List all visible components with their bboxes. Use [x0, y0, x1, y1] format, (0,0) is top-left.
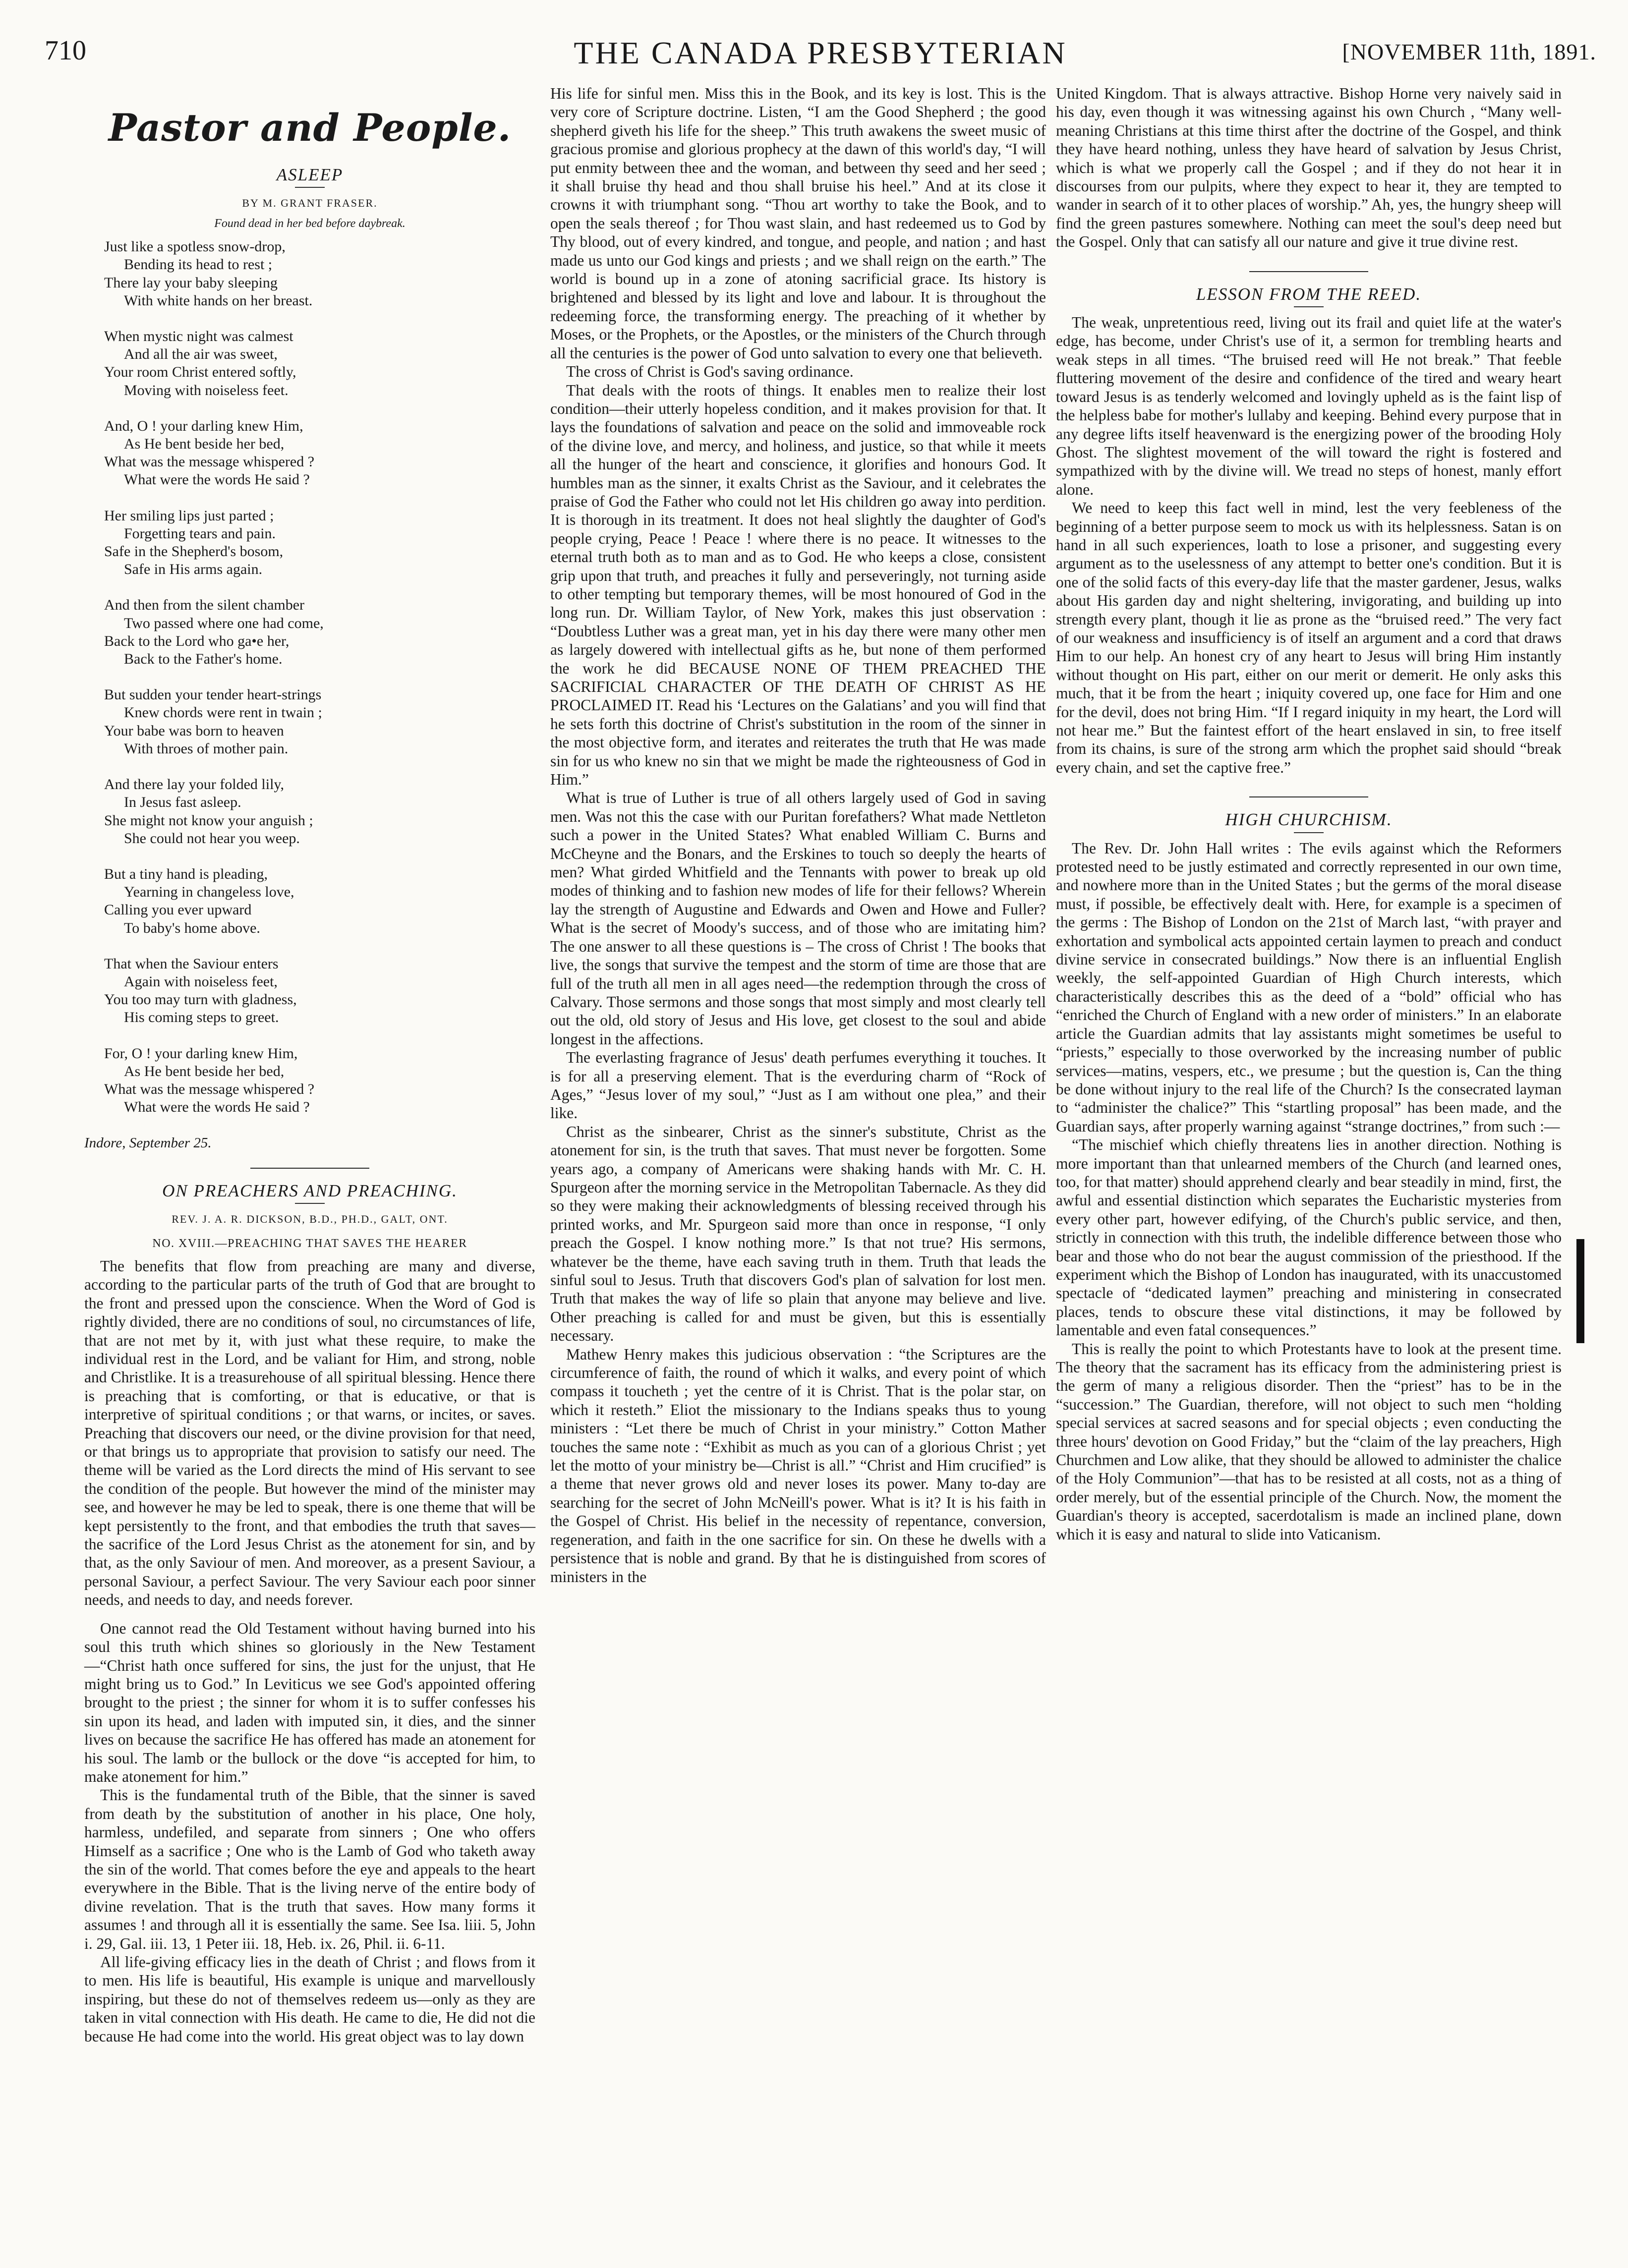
poem-stanza	[104, 686, 535, 758]
article-title: ON PREACHERS AND PREACHING.	[162, 1181, 458, 1200]
paragraph: The weak, unpretentious reed, living out its frail and quiet life at the water's edge, has become, under Christ's use of it, a sermon for trembling hearts and weak steps in all times. “The bruised reed will He not break.” That feeble fluttering movement of the desire and confidence of the tired and weary heart toward Jesus is as tenderly welcomed and lovingly upheld as is the faint lisp of the helpless babe for mother's lullaby and keeping. Behind every purpose that in any degree lifts itself heavenward is the energizing power of the brooding Holy Ghost. The slightest movement of the will toward the right is fostered and sympathized with by the divine will. We tread no steps of honest, manly effort alone.	[1056, 314, 1562, 498]
poem-line: She might not know your anguish ;	[104, 812, 313, 829]
poem-line: Just like a spotless snow-drop,	[104, 238, 286, 255]
poem-line: But a tiny hand is pleading,	[104, 865, 268, 882]
page-number: 710	[45, 35, 86, 66]
poem-line: What were the words He said ?	[124, 471, 310, 488]
poem-line: Her smiling lips just parted ;	[104, 507, 274, 524]
article-reed	[1056, 285, 1562, 777]
poem-line: But sudden your tender heart-strings	[104, 686, 322, 703]
paragraph: The cross of Christ is God's saving ordinance.	[566, 363, 854, 381]
poem	[84, 166, 535, 1153]
poem-line: To baby's home above.	[124, 919, 260, 936]
section-rule	[1249, 796, 1368, 797]
title-rule	[295, 187, 325, 188]
poem-dateline: Indore, September 25.	[84, 1135, 212, 1151]
poem-line: Moving with noiseless feet.	[124, 382, 289, 398]
running-head	[45, 35, 1596, 74]
poem-line: Calling you ever upward	[104, 902, 252, 918]
poem-line: Safe in His arms again.	[124, 561, 263, 578]
poem-line: You too may turn with gladness,	[104, 991, 297, 1008]
article-byline: REV. J. A. R. DICKSON, B.D., PH.D., GALT, ONT.	[172, 1213, 448, 1226]
poem-line: Again with noiseless feet,	[124, 973, 278, 990]
poem-line: And, O ! your darling knew Him,	[104, 417, 303, 434]
poem-stanza	[104, 776, 535, 848]
paragraph: The Rev. Dr. John Hall writes : The evils against which the Reformers protested need to be justly estimated and correctly represented in our own time, and nowhere more than in the United States ; but the germs of the moral disease must, if possible, be effectively dealt with. Here, for example is a specimen of the germs : The Bishop of London on the 21st of March last, “with prayer and exhortation and symbolical acts appointed certain laymen to preach and conduct divine service in consecrated buildings.” Now there is an influential English weekly, the self-appointed Guardian of High Church interests, which characteristically describes this as the deed of a “bold” official who has “enriched the Church of England with a new order of ministers.” In an elaborate article the Guardian admits that lay assistants might sometimes be useful to “priests,” especially to those overworked by the increasing number of public services—matins, vespers, etc., we presume ; but the question is, Can the thing be done without injury to the real life of the Church? Is the consecrated layman to “administer the chalice?” This “startling proposal” has been made, and the Guardian says, after properly warning against “strange doctrines,” from such :—	[1056, 839, 1562, 1135]
poem-byline: BY M. GRANT FRASER.	[242, 197, 378, 210]
column-1	[84, 84, 535, 2045]
poem-line: When mystic night was calmest	[104, 328, 293, 345]
poem-line: There lay your baby sleeping	[104, 274, 278, 291]
poem-line: In Jesus fast asleep.	[124, 794, 241, 811]
paragraph: That deals with the roots of things. It enables men to realize their lost condition—their utterly hopeless condition, and it makes provision for that. It lays the foundations of salvation and peace on the solid and immoveable rock of the divine love, and mercy, and holiness, and justice, so that while it meets all the hunger of the heart and conscience, it glorifies and honours God. It humbles man as the sinner, it exalts Christ as the Saviour, and it celebrates the praise of God the Father who could not let His children go away into perdition. It is thorough in its treatment. It does not heal slightly the daughter of God's people crying, Peace ! Peace ! where there is no peace. It witnesses to the eternal truth both as to man and as to God. He who keeps a close, consistent grip upon that truth, and preaches it fully and perseveringly, not turning aside to other tempting but temporary themes, will be most honoured of God in the long run. Dr. William Taylor, of New York, makes this just observation : “Doubtless Luther was a great man, yet in his day there were many other men as largely dowered with intellectual gifts as he, but none of them performed the work he did BECAUSE NONE OF THEM PREACHED THE SACRIFICIAL CHARACTER OF THE DEATH OF CHRIST AS HE PROCLAIMED IT. Read his ‘Lectures on the Galatians’ and you will find that he sets forth this doctrine of Christ's substitution in the room of the sinner in the most objective form, and iterates and reiterates the truth that He was made sin for us who knew no sin that we might be made the righteousness of God in Him.”	[550, 381, 1046, 789]
poem-line: Your babe was born to heaven	[104, 722, 284, 739]
issue-date: [NOVEMBER 11th, 1891.	[1342, 39, 1596, 64]
poem-line: She could not hear you weep.	[124, 830, 300, 847]
poem-stanza	[104, 955, 535, 1027]
journal-title: THE CANADA PRESBYTERIAN	[574, 35, 1067, 70]
paragraph: What is true of Luther is true of all others largely used of God in saving men. Was not this the case with our Puritan forefathers? What made Nettleton such a power in the United States? What enabled William C. Burns and McCheyne and the Bonars, and the Erskines to touch so deeply the hearts of men? What girded Whitfield and the Tennants with power to break up old modes of thinking and to fashion new modes of life for their fellows? Wherein lay the strength of Augustine and Edwards and Owen and Howe and Fuller? What is the secret of Moody's success, and of those who are imitating him? The one answer to all these questions is – The cross of Christ ! The books that live, the songs that survive the tempest and the storm of time are those that are full of the truth all men in all ages need—the redemption through the cross of Calvary. Those sermons and those songs that most simply and most clearly tell out the old, old story of Jesus and His love, get closest to the soul and abide longest in the affections.	[550, 789, 1046, 1048]
paragraph: One cannot read the Old Testament without having burned into his soul this truth which shines so gloriously in the New Testament—“Christ hath once suffered for sins, the just for the unjust, that He might bring us to God.” In Leviticus we see God's appointed offering brought to the priest ; the sinner for whom it is to suffer confesses his sin upon its head, and laden with imputed sin, it dies, and the sinner lives on because the sacrifice He has offered has made an atonement for his soul. The lamb or the bullock or the dove “is accepted for him, to make atonement for him.”	[84, 1619, 535, 1785]
poem-line: Forgetting tears and pain.	[124, 525, 276, 542]
poem-line: For, O ! your darling knew Him,	[104, 1045, 298, 1062]
poem-line: Safe in the Shepherd's bosom,	[104, 543, 284, 560]
paragraph: This is really the point to which Protestants have to look at the present time. The theory that the sacrament has its efficacy from the administering priest is the germ of many a religious disorder. Then the “priest” has to be in the “succession.” The Guardian, therefore, will not object to such men “holding special services at sacred seasons and for special objects ; even conducting the three hours' devotion on Good Friday,” but the “claim of the lay preachers, High Churchmen and Low alike, that they should be allowed to administer the chalice of the Holy Communion”—that has to be resisted at all costs, not as a thing of order merely, but of the essential principle of the Church. Now, the moment the Guardian's theory is accepted, sacerdotalism is made an inclined plane, down which it is easy and natural to slide into Vaticanism.	[1056, 1340, 1562, 1543]
poem-line: Back to the Lord who ga•e her,	[104, 632, 290, 649]
poem-title: ASLEEP	[276, 165, 344, 184]
column-3	[1056, 84, 1562, 1543]
paragraph: United Kingdom. That is always attractive. Bishop Horne very naively said in his day, even though it was witnessing against his own Church , “Many well-meaning Christians at this time thirst after the doctrine of the Gospel, and think they have heard nothing, unless they have heard of salvation by Jesus Christ, which is what we properly call the Gospel ; and if they do not hear it in discourses from our pulpits, where they expect to hear it, they are tempted to wander in search of it to other places of worship.” Ah, yes, the hungry sheep will find the green pastures somewhere. Nothing can meet the soul's deep need but the Gospel. Only that can satisfy all our nature and give it true divine rest.	[1056, 85, 1562, 251]
poem-stanza	[104, 865, 535, 937]
section-rule	[250, 1168, 369, 1169]
poem-line: His coming steps to greet.	[124, 1009, 279, 1026]
paragraph: Mathew Henry makes this judicious observation : “the Scriptures are the circumference of faith, the round of which it walks, and every point of which compass it toucheth ; yet the centre of it is Christ. That is the polar star, on which it resteth.” Eliot the missionary to the Indians speaks thus to young ministers : “Let there be much of Christ in your ministry.” Cotton Mather touches the same note : “Exhibit as much as you can of a glorious Christ ; yet let the motto of your ministry be—Christ is all.” “Christ and Him crucified” is a theme that never grows old and never loses its power. Many to-day are searching for the secret of John McNeill's power. What is it? It is his faith in the Gospel of Christ. His belief in the necessity of repentance, conversion, regeneration, and faith in the one sacrifice for sin. On these he dwells with a persistence that is noble and grand. By that he is distinguished from scores of ministers in the	[550, 1345, 1046, 1586]
article-preaching	[84, 1182, 535, 2045]
article-title: HIGH CHURCHISM.	[1225, 810, 1393, 830]
poem-line: Knew chords were rent in twain ;	[124, 704, 322, 721]
poem-line: What was the message whispered ?	[104, 1080, 315, 1097]
article-series: NO. XVIII.—PREACHING THAT SAVES THE HEARER	[152, 1237, 467, 1250]
poem-line: With white hands on her breast.	[124, 292, 313, 309]
poem-line: As He bent beside her bed,	[124, 1063, 285, 1079]
paragraph: The everlasting fragrance of Jesus' death perfumes everything it touches. It is for all a preserving element. That is the everduring charm of “Rock of Ages,” “Jesus lover of my soul,” “Just as I am without one plea,” and their like.	[550, 1049, 1046, 1122]
poem-line: And then from the silent chamber	[104, 597, 305, 614]
section-rule	[1249, 271, 1368, 272]
article-churchism	[1056, 810, 1562, 1543]
poem-line: And all the air was sweet,	[124, 346, 278, 363]
poem-line: Back to the Father's home.	[124, 651, 283, 668]
poem-stanza	[104, 238, 535, 310]
poem-line: What were the words He said ?	[124, 1099, 310, 1116]
paragraph: All life-giving efficacy lies in the death of Christ ; and flows from it to men. His life is beautiful, His example is unique and marvellously inspiring, but these do not of themselves redeem us—only as they are taken in vital connection with His death. He came to die, He did not die because He had come into the world. His great object was to lay down	[84, 1953, 535, 2045]
poem-line: That when the Saviour enters	[104, 955, 279, 972]
poem-line: And there lay your folded lily,	[104, 776, 284, 793]
poem-stanza	[104, 417, 535, 489]
poem-line: Two passed where one had come,	[124, 615, 324, 631]
paragraph: This is the fundamental truth of the Bible, that the sinner is saved from death by the substitution of another in his place, One holy, harmless, undefiled, and separate from sinners ; One who offers Himself as a sacrifice ; One who is the Lamb of God who taketh away the sin of the world. That comes before the eye and appeals to the heart everywhere in the Bible. That is the living nerve of the entire body of divine revelation. That is the truth that saves. How many forms it assumes ! and through all it is essentially the same. See Isa. liii. 5, John i. 29, Gal. iii. 13, 1 Peter iii. 18, Heb. ix. 26, Phil. ii. 6-11.	[84, 1786, 535, 1952]
poem-line: What was the message whispered ?	[104, 454, 315, 470]
paragraph: We need to keep this fact well in mind, lest the very feebleness of the beginning of a better purpose seem to mock us with its helplessness. Satan is on hand in all such experiences, loath to lose a prisoner, and suggesting every argument as to the uselessness of any attempt to better one's condition. But it is one of the solid facts of this every-day life that the master gardener, Jesus, walks about His garden day and night sheltering, invigorating, and building up into strength every plant, though it lie as prone as the “bruised reed.” The very fact of our weakness and insufficiency is of itself an argument and a cord that draws Him to our help. An honest cry of any heart to Jesus will bring Him instantly without thought on His part, either on our merit or demerit. He only asks this much, that it be from the heart ; iniquity covered up, one face for Him and one for the devil, does not bring Him. “If I regard iniquity in my heart, the Lord will not hear me.” But the faintest effort of the heart enslaved in sin, to free itself from its chains, is sure of the strong arm which the prophet said should “break every chain, and set the captive free.”	[1056, 499, 1562, 776]
poem-stanza	[104, 507, 535, 579]
poem-stanza	[104, 328, 535, 399]
paragraph: The benefits that flow from preaching are many and diverse, according to the particular parts of the truth of God that are brought to the front and pressed upon the conscience. When the Word of God is rightly divided, there are no conditions of soul, no circumstances of life, that are not met by it, with just what these require, to make the individual rest in the Lord, and be valiant for Him, and strong, noble and Christlike. It is a treasurehouse of all spiritual blessing. Hence there is preaching that is comforting, or that is educative, or that is interpretive of spiritual conditions ; or that warns, or incites, or saves. Preaching that discovers our need, or the divine provision for that need, or that brings us to appropriate that provision to satisfy our need. The theme will be varied as the Lord directs the mind of His servant to see the condition of the people. But however the mind of the minister may see, and however he may be led to speak, there is one theme that will be kept persistently to the front, and that embodies the truth that saves—the sacrifice of the Lord Jesus Christ as the atonement for sin, and by that, as the only Saviour of men. And moreover, as a present Saviour, a personal Saviour, a perfect Saviour. The very Saviour each poor sinner needs, and needs to day, and needs forever.	[84, 1257, 535, 1609]
column-2	[550, 84, 1046, 1586]
poem-stanza	[104, 1045, 535, 1117]
paragraph: “The mischief which chiefly threatens lies in another direction. Nothing is more important than that unlearned members of the Church (and learned ones, too, for that matter) should apprehend clearly and bear steadily in mind, first, the awful and essential distinction which separates the Eucharistic mysteries from every other part, however edifying, of the Church's public service, and then, strictly in connection with this truth, the indelible difference between those who bear and those who do not bear the august commission of the priesthood. If the experiment which the Bishop of London has inaugurated, with its unaccustomed spectacle of “dedicated laymen” preaching and ministering in consecrated places, tends to obscure these vital distinctions, it may be followed by lamentable and even fatal consequences.”	[1056, 1136, 1562, 1339]
title-rule	[1294, 832, 1324, 833]
poem-line: Yearning in changeless love,	[124, 884, 294, 901]
department-title: Pastor and People.	[108, 106, 512, 150]
poem-line: With throes of mother pain.	[124, 740, 289, 757]
article-title: LESSON FROM THE REED.	[1196, 284, 1422, 304]
poem-line: Bending its head to rest ;	[124, 256, 273, 273]
poem-epigraph: Found dead in her bed before daybreak.	[214, 217, 406, 230]
title-rule	[1294, 306, 1324, 307]
margin-mark	[1576, 1239, 1584, 1343]
paragraph: His life for sinful men. Miss this in the Book, and its key is lost. This is the very core of Scripture doctrine. Listen, “I am the Good Shepherd ; the good shepherd giveth his life for the sheep.” This truth awakens the sweet music of gracious promise and glorious prophecy at the dawn of this world's day, “I will put enmity between thee and the woman, and between thy seed and her seed ; it shall bruise thy head and thou shall bruise his heel.” And at its close it crowns it with triumphant song. “Thou art worthy to take the Book, and to open the seals thereof ; for Thou wast slain, and hast redeemed us to God by Thy blood, out of every kindred, and tongue, and people, and nation ; and hast made us unto our God kings and priests ; and we shall reign on the earth.” The world is bound up in a zone of atoning sacrificial grace. Its history is brightened and blessed by its light and love and labour. It is throughout the redeeming force, the transforming energy. The preaching of it whether by Moses, or the Prophets, or the Apostles, or the ministers of the Church through all the centuries is the power of God unto salvation to every one that believeth.	[550, 85, 1046, 362]
poem-stanza	[104, 596, 535, 668]
poem-body	[104, 238, 535, 1116]
poem-line: As He bent beside her bed,	[124, 436, 285, 453]
paragraph: Christ as the sinbearer, Christ as the sinner's substitute, Christ as the atonement for sin, is the truth that saves. That must never be forgotten. Some years ago, a company of Americans were shaking hands with Mr. C. H. Spurgeon after the morning service in the Metropolitan Tabernacle. As they did so they were making their acknowledgments of blessing received through his printed works, and Mr. Spurgeon said more than once in response, “I only preach the Gospel. I know nothing more.” Is that not true? His sermons, whatever be the theme, have each saving truth in them. Truth that leads the sinful soul to Jesus. Truth that discovers God's plan of salvation for lost men. Truth that makes the way of life so plain that anyone may believe and live. Other preaching is called for and must be given, but this is essentially necessary.	[550, 1123, 1046, 1345]
poem-line: Your room Christ entered softly,	[104, 364, 296, 381]
title-rule	[295, 1203, 325, 1204]
